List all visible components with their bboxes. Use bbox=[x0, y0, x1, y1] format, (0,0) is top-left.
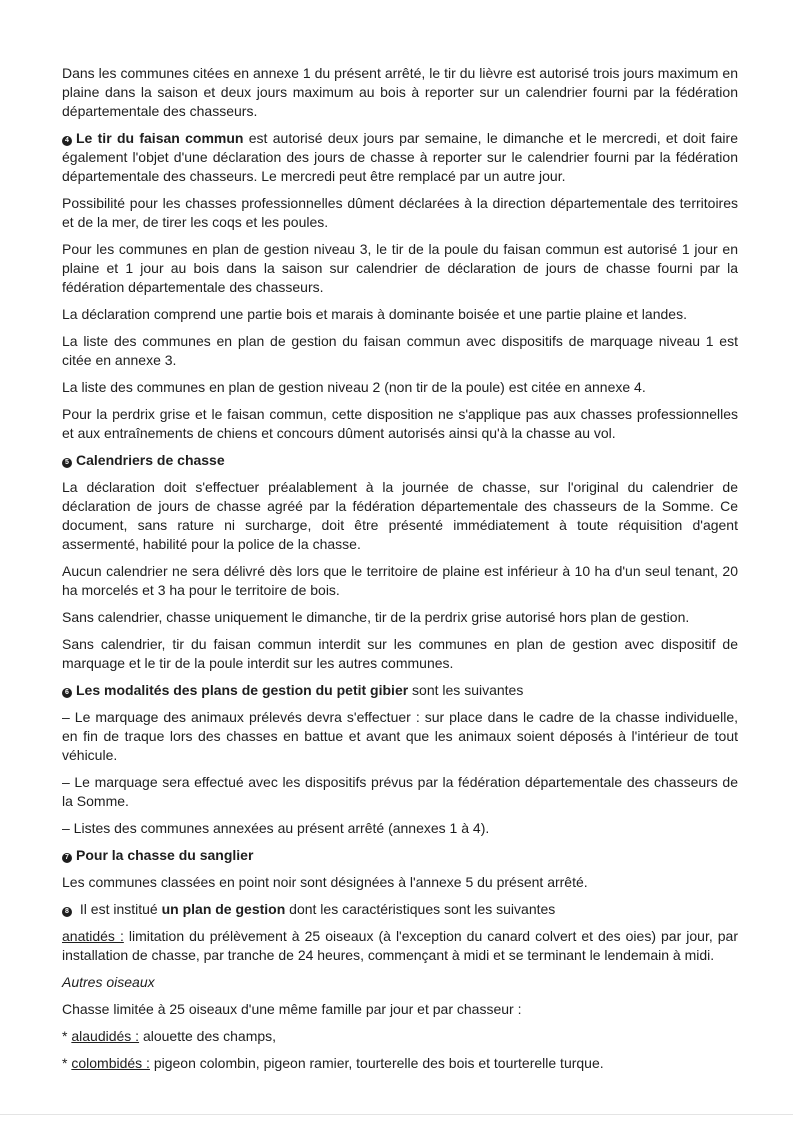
paragraph-marquage-1: – Le marquage des animaux prélevés devra s'effectuer : sur place dans le cadre de la chasse individuelle, en fin de traque lors des chasses en battue et avant que les animaux soient déposés à l'intérieur de tout véhicule. bbox=[62, 709, 738, 763]
modalites-text: sont les suivantes bbox=[408, 682, 524, 698]
paragraph-chasses-professionnelles: Possibilité pour les chasses professionnelles dûment déclarées à la direction départementale des territoires et de la mer, de tirer les coqs et les poules. bbox=[62, 195, 738, 230]
paragraph-plan-gestion bbox=[62, 900, 738, 919]
anatides-text: limitation du prélèvement à 25 oiseaux (à l'exception du canard colvert et des oies) par jour, par installation de chasse, par tranche de 24 heures, commençant à midi et se terminant le lendemain à midi. bbox=[62, 928, 738, 963]
paragraph-perdrix: Pour la perdrix grise et le faisan commun, cette disposition ne s'applique pas aux chasses professionnelles et aux entraînements de chiens et concours dûment autorisés ainsi qu'à la chasse au vol. bbox=[62, 406, 738, 441]
page-bottom-divider bbox=[0, 1114, 793, 1115]
paragraph-colombides bbox=[62, 1054, 738, 1073]
alaudides-label: alaudidés : bbox=[71, 1028, 140, 1044]
paragraph-point-noir: Les communes classées en point noir sont désignées à l'annexe 5 du présent arrêté. bbox=[62, 874, 588, 890]
faisan-heading: Le tir du faisan commun bbox=[76, 130, 244, 146]
heading-calendriers bbox=[62, 451, 738, 470]
paragraph-niveau-3: Pour les communes en plan de gestion niveau 3, le tir de la poule du faisan commun est autorisé 1 jour en plaine et 1 jour au bois dans la saison sur calendrier de déclaration de jours de chasse fourni par la fédération départementale des chasseurs. bbox=[62, 241, 738, 295]
paragraph-calendrier-declaration: La déclaration doit s'effectuer préalablement à la journée de chasse, sur l'original du calendrier de déclaration de jours de chasse agréé par la fédération départementale des chasseurs de la Somme. Ce document, sans rature ni surcharge, doit être présenté immédiatement à toute réquisition d'agent assermenté, habilité pour la police de la chasse. bbox=[62, 479, 738, 552]
colombides-star: * bbox=[62, 1055, 72, 1071]
colombides-label: colombidés : bbox=[71, 1055, 150, 1071]
alaudides-star: * bbox=[62, 1028, 72, 1044]
alaudides-text: alouette des champs, bbox=[139, 1028, 277, 1044]
anatides-label: anatidés : bbox=[62, 928, 124, 944]
paragraph-lievre: Dans les communes citées en annexe 1 du présent arrêté, le tir du lièvre est autorisé trois jours maximum en plaine dans la saison et deux jours maximum au bois à reporter sur un calendrier fourni par la fédération départementale des chasseurs. bbox=[62, 65, 738, 119]
paragraph-annexe-4: La liste des communes en plan de gestion niveau 2 (non tir de la poule) est citée en annexe 4. bbox=[62, 379, 646, 395]
paragraph-marquage-2: – Le marquage sera effectué avec les dispositifs prévus par la fédération départementale des chasseurs de la Somme. bbox=[62, 774, 738, 809]
number-6-icon: 6 bbox=[62, 688, 72, 698]
paragraph-chasse-limitee: Chasse limitée à 25 oiseaux d'une même famille par jour et par chasseur : bbox=[62, 1001, 522, 1017]
document-page bbox=[62, 64, 738, 1081]
heading-modalites bbox=[62, 681, 738, 700]
paragraph-declaration: La déclaration comprend une partie bois et marais à dominante boisée et une partie plaine et landes. bbox=[62, 306, 687, 322]
calendriers-title: Calendriers de chasse bbox=[76, 452, 225, 468]
number-8-icon: 8 bbox=[62, 907, 72, 917]
paragraph-sans-calendrier-1: Sans calendrier, chasse uniquement le dimanche, tir de la perdrix grise autorisé hors plan de gestion. bbox=[62, 609, 690, 625]
plan-gestion-pre: Il est institué bbox=[76, 901, 162, 917]
paragraph-alaudides bbox=[62, 1027, 738, 1046]
paragraph-annexe-3: La liste des communes en plan de gestion du faisan commun avec dispositifs de marquage niveau 1 est citée en annexe 3. bbox=[62, 333, 738, 368]
paragraph-sans-calendrier-2: Sans calendrier, tir du faisan commun interdit sur les communes en plan de gestion avec dispositif de marquage et le tir de la poule interdit sur les autres communes. bbox=[62, 636, 738, 671]
paragraph-anatides bbox=[62, 927, 738, 965]
paragraph-aucun-calendrier: Aucun calendrier ne sera délivré dès lors que le territoire de plaine est inférieur à 10 ha d'un seul tenant, 20 ha morcelés et 3 ha pour le territoire de bois. bbox=[62, 563, 738, 598]
autres-oiseaux-label: Autres oiseaux bbox=[62, 974, 155, 990]
paragraph-faisan-tir bbox=[62, 129, 738, 186]
modalites-title: Les modalités des plans de gestion du petit gibier bbox=[76, 682, 409, 698]
number-4-icon: 4 bbox=[62, 136, 72, 146]
faisan-text: est autorisé deux jours par semaine, le dimanche et le mercredi, et doit faire également l'objet d'une déclaration des jours de chasse à reporter sur le calendrier fourni par la fédération départementale des chasseurs. Le mercredi peut être remplacé par un autre jour. bbox=[62, 130, 738, 184]
heading-sanglier bbox=[62, 846, 738, 865]
plan-gestion-bold: un plan de gestion bbox=[161, 901, 286, 917]
paragraph-listes-communes: – Listes des communes annexées au présent arrêté (annexes 1 à 4). bbox=[62, 820, 490, 836]
sanglier-title: Pour la chasse du sanglier bbox=[76, 847, 254, 863]
number-5-icon: 5 bbox=[62, 458, 72, 468]
paragraph-autres-oiseaux bbox=[62, 973, 738, 992]
plan-gestion-rest: dont les caractéristiques sont les suivantes bbox=[285, 901, 556, 917]
number-7-icon: 7 bbox=[62, 853, 72, 863]
colombides-text: pigeon colombin, pigeon ramier, tourterelle des bois et tourterelle turque. bbox=[149, 1055, 604, 1071]
